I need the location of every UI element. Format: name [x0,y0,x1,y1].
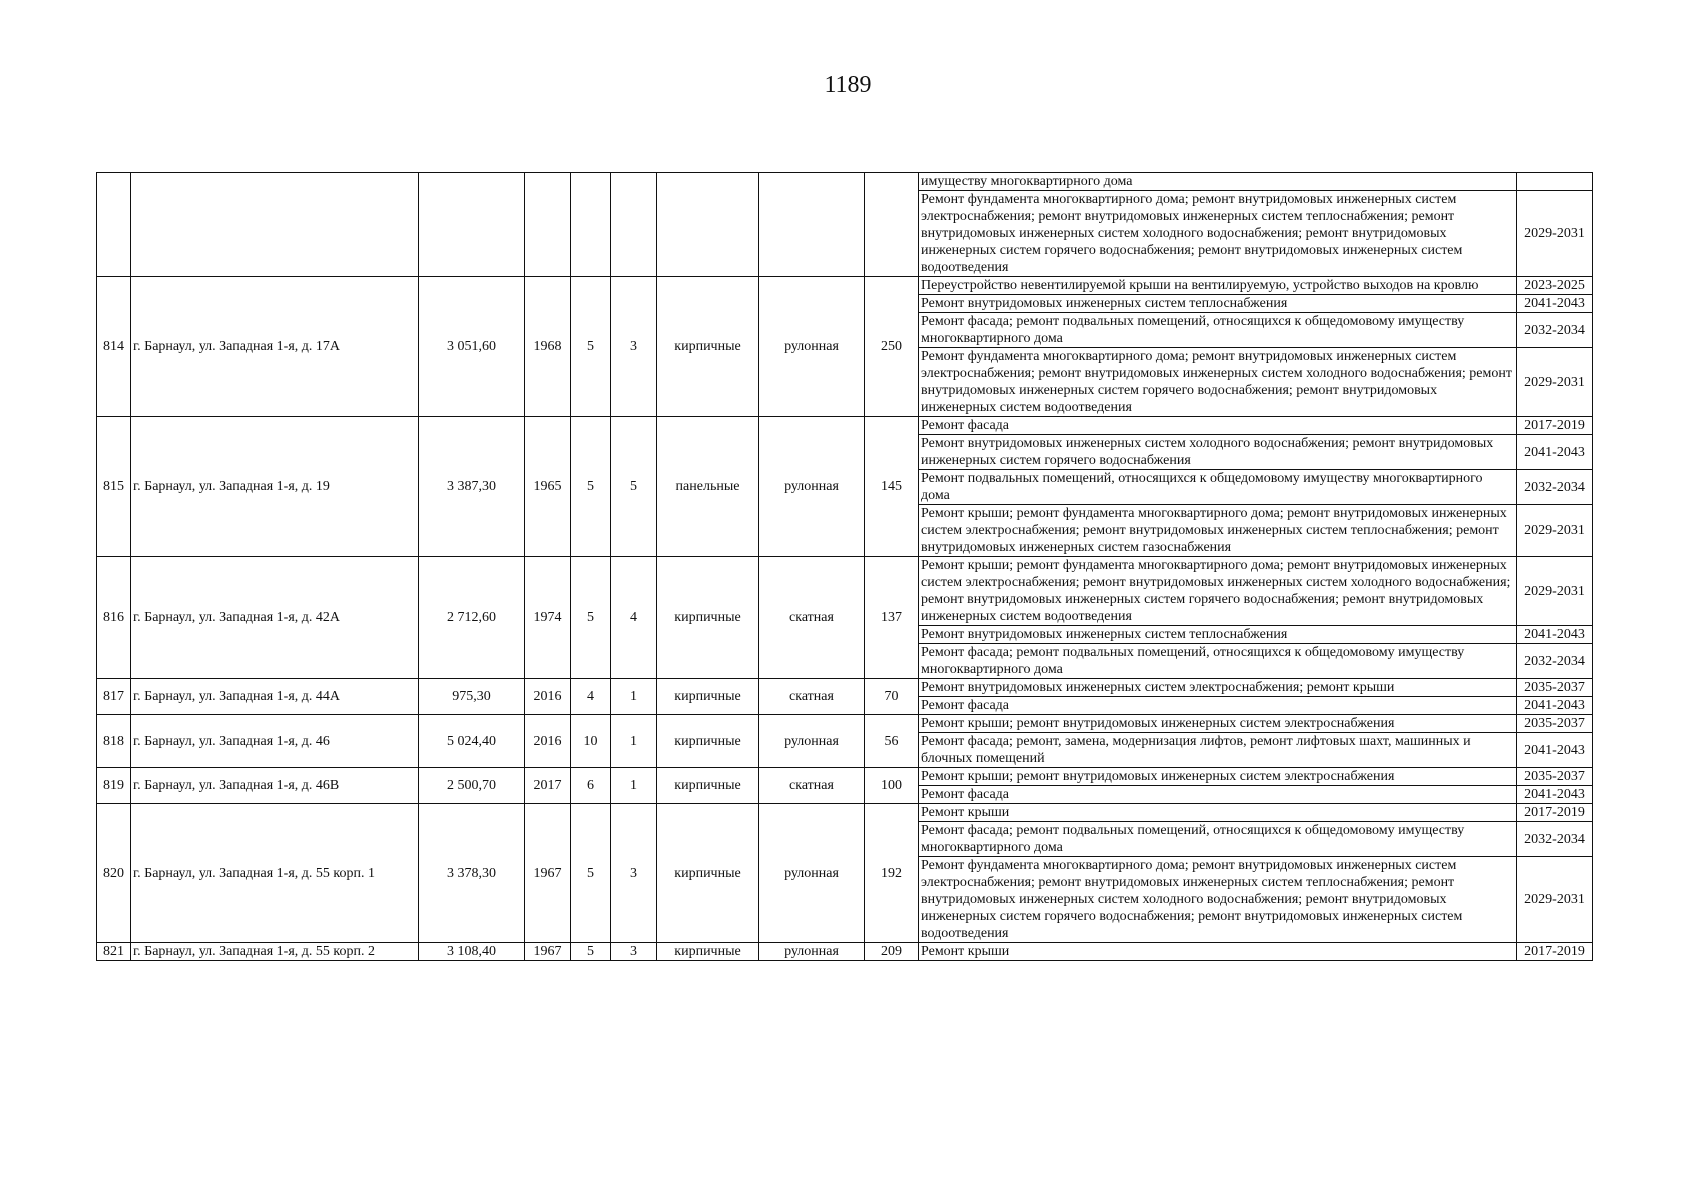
work-period: 2032-2034 [1517,822,1593,857]
house-address: г. Барнаул, ул. Западная 1-я, д. 55 корп. 2 [131,943,419,961]
build-year: 1965 [525,417,571,557]
wall-material: кирпичные [657,679,759,715]
work-description: Ремонт внутридомовых инженерных систем электроснабжения; ремонт крыши [919,679,1517,697]
resident-count: 145 [865,417,919,557]
work-description: Ремонт крыши; ремонт внутридомовых инженерных систем электроснабжения [919,715,1517,733]
house-address: г. Барнаул, ул. Западная 1-я, д. 44А [131,679,419,715]
house-address: г. Барнаул, ул. Западная 1-я, д. 46 [131,715,419,768]
work-description: Ремонт крыши; ремонт внутридомовых инженерных систем электроснабжения [919,768,1517,786]
work-description: Ремонт внутридомовых инженерных систем холодного водоснабжения; ремонт внутридомовых инженерных систем горячего водоснабжения [919,435,1517,470]
entrance-count: 5 [611,417,657,557]
house-area: 3 108,40 [419,943,525,961]
work-period: 2029-2031 [1517,348,1593,417]
resident-count: 70 [865,679,919,715]
work-period: 2035-2037 [1517,768,1593,786]
work-description: Ремонт фундамента многоквартирного дома; ремонт внутридомовых инженерных систем электроснабжения; ремонт внутридомовых инженерных систем теплоснабжения; ремонт внутридомовых инженерных систем холодного водоснабжения; ремонт внутридомовых инженерных систем горячего водоснабжения; ремонт внутридомовых инженерных систем водоотведения [919,191,1517,277]
work-description: имуществу многоквартирного дома [919,173,1517,191]
work-description: Ремонт фасада [919,697,1517,715]
floor-count: 5 [571,943,611,961]
roof-type: рулонная [759,943,865,961]
house-number: 821 [97,943,131,961]
floor-count: 5 [571,277,611,417]
entrance-count: 3 [611,804,657,943]
empty-cell [759,173,865,277]
table-row [97,173,1593,191]
work-description: Ремонт фасада; ремонт подвальных помещений, относящихся к общедомовому имуществу многоквартирного дома [919,644,1517,679]
build-year: 1974 [525,557,571,679]
resident-count: 209 [865,943,919,961]
table-row [97,943,1593,961]
table-row [97,679,1593,697]
table-row [97,557,1593,626]
page-number: 1189 [824,72,872,98]
empty-cell [131,173,419,277]
build-year: 2016 [525,715,571,768]
wall-material: панельные [657,417,759,557]
work-period: 2029-2031 [1517,857,1593,943]
roof-type: скатная [759,768,865,804]
wall-material: кирпичные [657,943,759,961]
work-description: Ремонт крыши [919,804,1517,822]
work-period: 2041-2043 [1517,435,1593,470]
roof-type: рулонная [759,804,865,943]
empty-cell [97,173,131,277]
build-year: 1967 [525,943,571,961]
house-area: 2 712,60 [419,557,525,679]
work-description: Ремонт фундамента многоквартирного дома; ремонт внутридомовых инженерных систем электроснабжения; ремонт внутридомовых инженерных систем теплоснабжения; ремонт внутридомовых инженерных систем холодного водоснабжения; ремонт внутридомовых инженерных систем горячего водоснабжения; ремонт внутридомовых инженерных систем водоотведения [919,857,1517,943]
work-description: Ремонт фасада [919,786,1517,804]
work-period [1517,173,1593,191]
work-period: 2029-2031 [1517,191,1593,277]
house-area: 2 500,70 [419,768,525,804]
house-address: г. Барнаул, ул. Западная 1-я, д. 19 [131,417,419,557]
work-period: 2041-2043 [1517,626,1593,644]
floor-count: 6 [571,768,611,804]
repair-schedule-table [96,172,1593,961]
house-number: 818 [97,715,131,768]
build-year: 1967 [525,804,571,943]
wall-material: кирпичные [657,715,759,768]
wall-material: кирпичные [657,557,759,679]
resident-count: 137 [865,557,919,679]
entrance-count: 4 [611,557,657,679]
house-area: 3 378,30 [419,804,525,943]
house-address: г. Барнаул, ул. Западная 1-я, д. 42А [131,557,419,679]
work-period: 2032-2034 [1517,644,1593,679]
house-address: г. Барнаул, ул. Западная 1-я, д. 46В [131,768,419,804]
work-period: 2035-2037 [1517,715,1593,733]
roof-type: рулонная [759,715,865,768]
empty-cell [865,173,919,277]
work-description: Ремонт крыши; ремонт фундамента многоквартирного дома; ремонт внутридомовых инженерных систем электроснабжения; ремонт внутридомовых инженерных систем холодного водоснабжения; ремонт внутридомовых инженерных систем горячего водоснабжения; ремонт внутридомовых инженерных систем водоотведения [919,557,1517,626]
floor-count: 5 [571,417,611,557]
work-period: 2032-2034 [1517,470,1593,505]
floor-count: 5 [571,557,611,679]
work-description: Ремонт внутридомовых инженерных систем теплоснабжения [919,626,1517,644]
work-period: 2017-2019 [1517,804,1593,822]
house-number: 816 [97,557,131,679]
work-period: 2023-2025 [1517,277,1593,295]
empty-cell [525,173,571,277]
house-number: 815 [97,417,131,557]
empty-cell [611,173,657,277]
roof-type: скатная [759,557,865,679]
wall-material: кирпичные [657,804,759,943]
work-description: Ремонт фундамента многоквартирного дома; ремонт внутридомовых инженерных систем электроснабжения; ремонт внутридомовых инженерных систем холодного водоснабжения; ремонт внутридомовых инженерных систем горячего водоснабжения; ремонт внутридомовых инженерных систем водоотведения [919,348,1517,417]
house-area: 5 024,40 [419,715,525,768]
house-address: г. Барнаул, ул. Западная 1-я, д. 55 корп. 1 [131,804,419,943]
table-row [97,277,1593,295]
resident-count: 250 [865,277,919,417]
house-address: г. Барнаул, ул. Западная 1-я, д. 17А [131,277,419,417]
roof-type: скатная [759,679,865,715]
roof-type: рулонная [759,417,865,557]
work-period: 2017-2019 [1517,417,1593,435]
entrance-count: 1 [611,715,657,768]
house-area: 975,30 [419,679,525,715]
house-area: 3 051,60 [419,277,525,417]
work-description: Ремонт подвальных помещений, относящихся к общедомовому имуществу многоквартирного дома [919,470,1517,505]
wall-material: кирпичные [657,768,759,804]
work-description: Переустройство невентилируемой крыши на вентилируемую, устройство выходов на кровлю [919,277,1517,295]
empty-cell [571,173,611,277]
entrance-count: 1 [611,679,657,715]
house-number: 819 [97,768,131,804]
resident-count: 56 [865,715,919,768]
work-description: Ремонт фасада [919,417,1517,435]
work-description: Ремонт внутридомовых инженерных систем теплоснабжения [919,295,1517,313]
build-year: 2017 [525,768,571,804]
work-period: 2041-2043 [1517,733,1593,768]
table-row [97,715,1593,733]
work-period: 2017-2019 [1517,943,1593,961]
work-description: Ремонт фасада; ремонт подвальных помещений, относящихся к общедомовому имуществу многоквартирного дома [919,822,1517,857]
house-number: 820 [97,804,131,943]
work-description: Ремонт крыши [919,943,1517,961]
entrance-count: 1 [611,768,657,804]
empty-cell [419,173,525,277]
resident-count: 192 [865,804,919,943]
work-description: Ремонт фасада; ремонт подвальных помещений, относящихся к общедомовому имуществу многоквартирного дома [919,313,1517,348]
build-year: 2016 [525,679,571,715]
house-area: 3 387,30 [419,417,525,557]
work-description: Ремонт фасада; ремонт, замена, модернизация лифтов, ремонт лифтовых шахт, машинных и блочных помещений [919,733,1517,768]
resident-count: 100 [865,768,919,804]
work-description: Ремонт крыши; ремонт фундамента многоквартирного дома; ремонт внутридомовых инженерных систем электроснабжения; ремонт внутридомовых инженерных систем теплоснабжения; ремонт внутридомовых инженерных систем газоснабжения [919,505,1517,557]
work-period: 2041-2043 [1517,786,1593,804]
work-period: 2029-2031 [1517,505,1593,557]
work-period: 2041-2043 [1517,697,1593,715]
floor-count: 4 [571,679,611,715]
empty-cell [657,173,759,277]
work-period: 2035-2037 [1517,679,1593,697]
entrance-count: 3 [611,943,657,961]
house-number: 817 [97,679,131,715]
entrance-count: 3 [611,277,657,417]
build-year: 1968 [525,277,571,417]
house-number: 814 [97,277,131,417]
work-period: 2032-2034 [1517,313,1593,348]
work-period: 2029-2031 [1517,557,1593,626]
table-row [97,804,1593,822]
floor-count: 10 [571,715,611,768]
wall-material: кирпичные [657,277,759,417]
table-row [97,768,1593,786]
roof-type: рулонная [759,277,865,417]
work-period: 2041-2043 [1517,295,1593,313]
table-row [97,417,1593,435]
floor-count: 5 [571,804,611,943]
